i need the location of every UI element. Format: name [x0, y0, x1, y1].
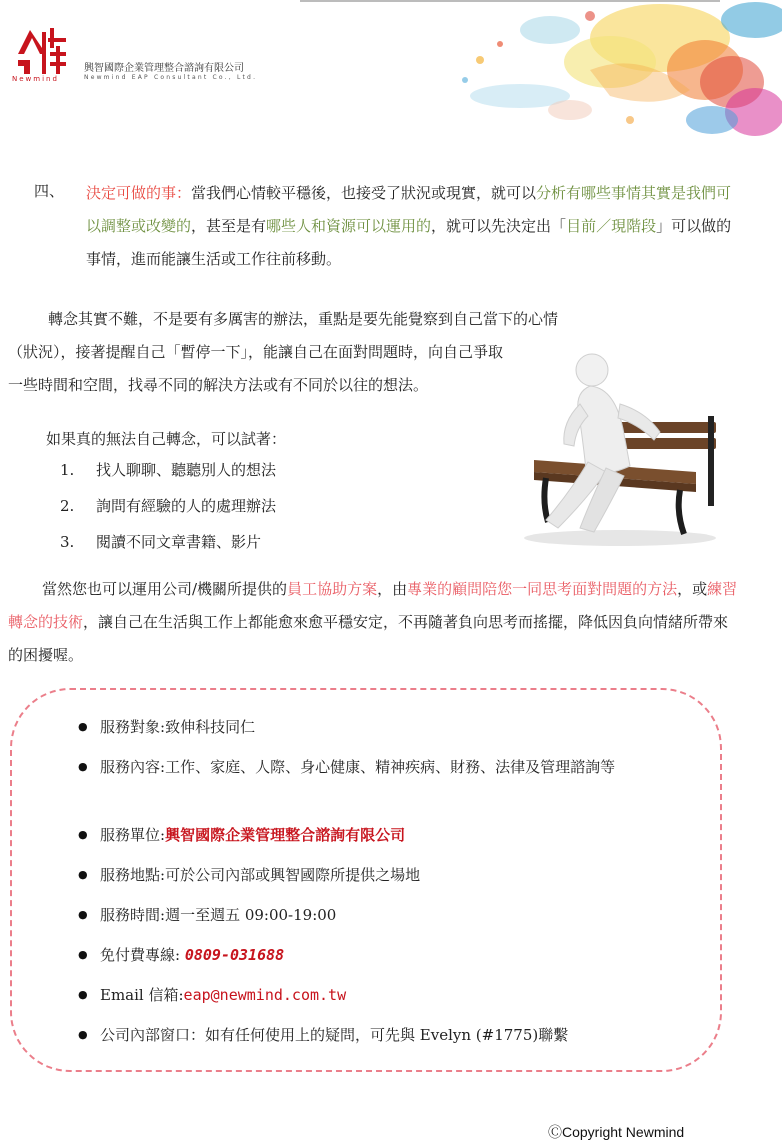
list-intro: 如果真的無法自己轉念，可以試著：: [46, 430, 287, 448]
service-email: ● Email 信箱:eap@newmind.com.tw: [78, 982, 346, 1008]
mindset-paragraph-rest: （狀況），接著提醒自己「暫停一下」，能讓自己在面對問題時，向自己爭取一些時間和空間，找尋不同的解決方法或有不同於以往的想法。: [8, 343, 504, 394]
person-on-bench-illustration: [520, 352, 726, 550]
section4-highlight-3: 目前／現階段: [566, 217, 657, 235]
service-location: ● 服務地點:可於公司內部或興智國際所提供之場地: [78, 862, 420, 888]
service-content: ● 服務內容:工作、家庭、人際、身心健康、精神疾病、財務、法律及管理諮詢等: [78, 754, 700, 780]
watercolor-splash-decoration: [360, 0, 782, 142]
brand-name-en: Newmind: [12, 75, 59, 83]
section4-title: 決定可做的事: [86, 184, 177, 202]
email-link[interactable]: eap@newmind.com.tw: [183, 986, 347, 1004]
newmind-logo-mark: [14, 24, 68, 74]
section4-text-4: 」可以做的事情，進而能讓生活或工作往前移動。: [86, 217, 732, 268]
service-unit: ● 服務單位:興智國際企業管理整合諮詢有限公司: [78, 822, 405, 848]
eap-highlight-2: 專業的顧問陪您一同思考面對問題的方法: [407, 580, 678, 598]
copyright-notice: ⒸCopyright Newmind: [548, 1124, 685, 1140]
section4-paragraph: [86, 177, 736, 276]
section4-highlight-2: 哪些人和資源可以運用的: [266, 217, 432, 235]
service-contact-window: ● 公司內部窗口：如有任何使用上的疑問，可先與 Evelyn (#1775)聯繫: [78, 1022, 740, 1048]
list-item: 1. 找人聊聊、聽聽別人的想法: [60, 461, 277, 479]
service-hours: ● 服務時間:週一至週五 09:00-19:00: [78, 902, 336, 928]
eap-highlight-1: 員工協助方案: [287, 580, 378, 598]
company-name-en: Newmind EAP Consultant Co., Ltd.: [84, 74, 258, 81]
service-target: ● 服務對象:致伸科技同仁: [78, 714, 255, 740]
section4-text-1: 當我們心情較平穩後，也接受了狀況或現實，就可以: [191, 184, 537, 202]
eap-highlight-3: 練習轉念的技術: [8, 580, 738, 631]
company-name-zh: 興智國際企業管理整合諮詢有限公司: [84, 63, 244, 74]
suggestion-list: [60, 455, 276, 563]
hotline-number[interactable]: 0809-031688: [184, 946, 285, 964]
section-number: 四、: [34, 182, 65, 200]
list-item: 3. 閱讀不同文章書籍、影片: [60, 533, 262, 551]
mindset-paragraph-line1: 轉念其實不難，不是要有多厲害的辦法，重點是要先能覺察到自己當下的心情: [48, 310, 559, 328]
section4-colon: ：: [176, 184, 192, 202]
section4-text-3: ，就可以先決定出「: [431, 217, 567, 235]
eap-paragraph: 當然您也可以運用公司/機關所提供的員工協助方案，由專業的顧問陪您一同思考面對問題的方法，或練習轉念的技術，讓自己在生活與工作上都能愈來愈平穩安定，不再隨著負向思考而搖擺，降低因負向情緒所帶來的困擾喔。: [8, 580, 738, 664]
section4-highlight-1: 分析有哪些事情其實是我們可以調整或改變的: [86, 184, 732, 235]
list-item: 2. 詢問有經驗的人的處理辦法: [60, 497, 277, 515]
service-hotline: ● 免付費專線: 0809-031688: [78, 942, 284, 968]
section4-text-2: ，甚至是有: [191, 217, 267, 235]
